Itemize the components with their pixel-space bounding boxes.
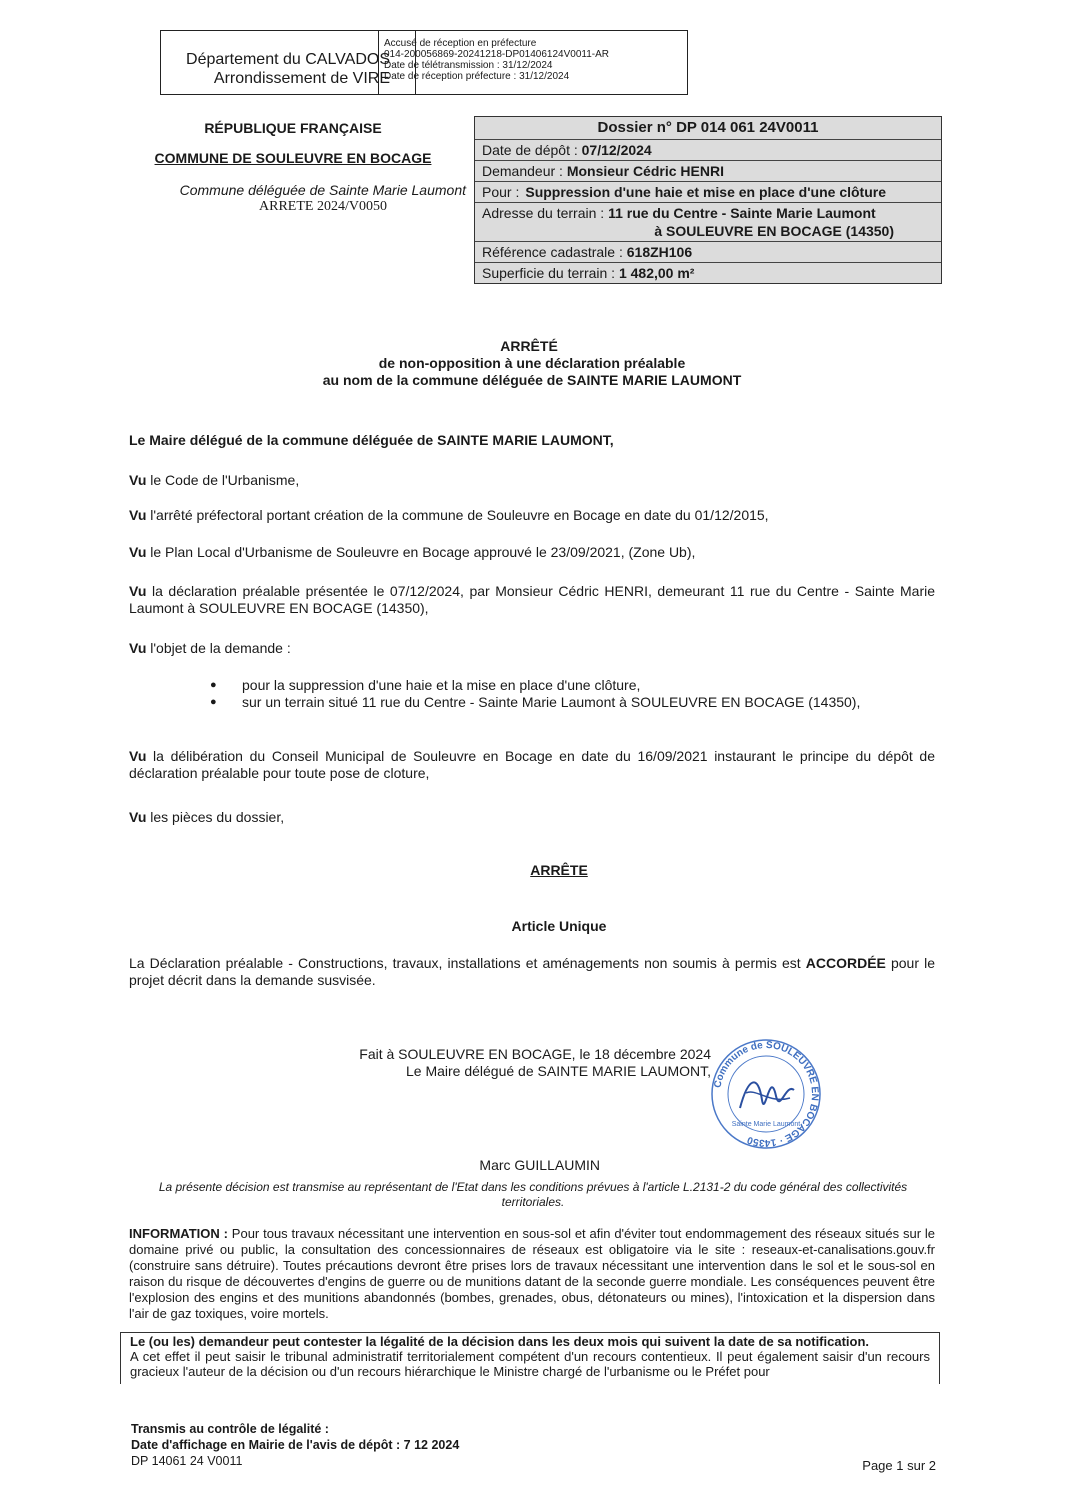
bullet-text: pour la suppression d'une haie et la mise en place d'une clôture, [242, 677, 641, 693]
information-paragraph [129, 1226, 935, 1322]
commune-deleguee: Commune déléguée de Sainte Marie Laumont [179, 182, 466, 198]
recours-overflow-space [129, 1370, 935, 1385]
reference-row [475, 241, 941, 262]
recours-bold: Le (ou les) demandeur peut contester la légalité de la décision dans les deux mois qui suivent la date de sa notification. [130, 1334, 870, 1349]
transmission-note: La présente décision est transmise au représentant de l'Etat dans les conditions prévues à l'article L.2131-2 du code général des collectivités territoriales. [158, 1180, 908, 1209]
demandeur-value: Monsieur Cédric HENRI [566, 163, 724, 179]
title-line-1: ARRÊTÉ [500, 338, 558, 354]
title-line-3: au nom de la commune déléguée de SAINTE MARIE LAUMONT [322, 372, 742, 388]
vu-code-urbanisme: Vu le Code de l'Urbanisme, [129, 472, 300, 488]
adresse-row [475, 202, 941, 241]
document-title [0, 338, 1058, 389]
footer-dossier: DP 14061 24 V0011 [131, 1454, 243, 1468]
accuse-line: Date de réception préfecture : 31/12/2024 [384, 71, 570, 82]
vu-deliberation: Vu la délibération du Conseil Municipal de Souleuvre en Bocage en date du 16/09/2021 instaurant le principe du dépôt de déclaration préalable pour toute pose de cloture, [129, 748, 935, 781]
accuse-line: Date de télétransmission : 31/12/2024 [384, 60, 553, 71]
bullet-icon: ● [210, 679, 217, 691]
pour-row [475, 181, 941, 202]
svg-text:Sainte Marie Laumont: Sainte Marie Laumont [731, 1121, 801, 1128]
date-depot-value: 07/12/2024 [581, 142, 652, 158]
vu-declaration: Vu la déclaration préalable présentée le 07/12/2024, par Monsieur Cédric HENRI, demeurant 11 rue du Centre - Sainte Marie Laumont à SOULEUVRE EN BOCAGE (14350), [129, 583, 936, 616]
dossier-number: Dossier n° DP 014 061 24V0011 [597, 119, 819, 136]
date-depot-label: Date de dépôt : [482, 142, 582, 158]
signatory-name: Marc GUILLAUMIN [479, 1157, 600, 1173]
commune-seal-stamp [710, 1038, 822, 1150]
vu-plu: Vu le Plan Local d'Urbanisme de Souleuvre en Bocage approuvé le 23/09/2021, (Zone Ub), [129, 544, 696, 560]
superficie-value: 1 482,00 m² [618, 265, 695, 281]
accuse-line: 014-200056869-20241218-DP01406124V0011-AR [384, 49, 609, 60]
information-text: Pour tous travaux nécessitant une intervention en sous-sol et afin d'éviter tout endommagement des réseaux situés sur le domaine privé ou public, la consultation des concessionnaires de réseaux est obligatoire via le site : reseaux-et-canalisations.gouv.fr (construire sans détruire). Toutes précautions devront être prises lors de travaux nécessitant une intervention dans le sol et le sous-sol en raison du risque de découvertes d'engins de guerre ou de munitions datant de la seconde guerre mondiale. Les conséquences peuvent être l'explosion des engins et des munitions abandonnés (bombes, grenades, obus, détonateurs ou mines), l'intoxication et la dispersion dans l'air de gaz toxiques, voire mortels. [129, 1226, 935, 1321]
accuse-line: Accusé de réception en préfecture [384, 38, 537, 49]
pour-value: Suppression d'une haie et mise en place d'une clôture [525, 184, 886, 200]
bullet-text: sur un terrain situé 11 rue du Centre - Sainte Marie Laumont à SOULEUVRE EN BOCAGE (14350), [242, 694, 861, 710]
title-line-2: de non-opposition à une déclaration préalable [378, 355, 686, 371]
adresse-value-2: à SOULEUVRE EN BOCAGE (14350) [654, 223, 894, 239]
pour-label: Pour : [482, 184, 520, 200]
accuse-reception [384, 38, 609, 82]
accordee-label: ACCORDÉE [805, 955, 886, 971]
bullet-item [210, 694, 935, 711]
maire-signature-line: Le Maire délégué de SAINTE MARIE LAUMONT, [405, 1063, 711, 1079]
footer-transmis: Transmis au contrôle de légalité : [131, 1422, 329, 1436]
reference-value: 618ZH106 [626, 244, 693, 260]
dossier-table [474, 116, 942, 284]
arrete-reference: ARRETE 2024/V0050 [259, 199, 387, 214]
superficie-row [475, 262, 941, 283]
date-depot-row [475, 139, 941, 160]
department-block [162, 50, 390, 88]
article-heading: Article Unique [511, 918, 607, 934]
vu-objet: Vu l'objet de la demande : [129, 640, 291, 656]
footer-affichage: Date d'affichage en Mairie de l'avis de dépôt : 7 12 2024 [131, 1438, 460, 1452]
bullet-item [210, 677, 935, 694]
bullet-icon: ● [210, 696, 217, 708]
arrete-heading: ARRÊTE [530, 862, 588, 878]
superficie-label: Superficie du terrain : [482, 265, 619, 281]
maire-line: Le Maire délégué de la commune déléguée de SAINTE MARIE LAUMONT, [129, 432, 614, 448]
demandeur-label: Demandeur : [482, 163, 567, 179]
decision-text: La Déclaration préalable - Constructions, travaux, installations et aménagements non soumis à permis est ACCORDÉE pour le projet décrit dans la demande susvisée. [129, 955, 935, 988]
republique-heading: RÉPUBLIQUE FRANÇAISE [204, 120, 382, 136]
page-number: Page 1 sur 2 [862, 1458, 936, 1473]
adresse-label: Adresse du terrain : [482, 205, 609, 221]
demandeur-row [475, 160, 941, 181]
signature-block [300, 1046, 711, 1080]
vu-arrete-prefectoral: Vu l'arrêté préfectoral portant création de la commune de Souleuvre en Bocage en date du 01/12/2015, [129, 507, 769, 523]
recours-text: A cet effet il peut saisir le tribunal administratif territorialement compétent d'un recours contentieux. Il peut également saisir d'un recours gracieux l'auteur de la décision ou d'un recours hiérarchique le Ministre chargé de l'urbanisme ou le Préfet pour [130, 1349, 930, 1379]
department-line: Département du CALVADOS [186, 51, 390, 68]
vu-pieces: Vu les pièces du dossier, [129, 809, 285, 825]
reference-label: Référence cadastrale : [482, 244, 627, 260]
svg-text:Commune de SOULEUVRE EN BOCAGE: Commune de SOULEUVRE EN BOCAGE · 14350 [712, 1039, 821, 1149]
fait-line: Fait à SOULEUVRE EN BOCAGE, le 18 décembre 2024 [359, 1046, 711, 1062]
adresse-value: 11 rue du Centre - Sainte Marie Laumont [608, 205, 876, 221]
issuer-block [120, 118, 466, 215]
commune-heading: COMMUNE DE SOULEUVRE EN BOCAGE [154, 150, 432, 166]
arrondissement-line: Arrondissement de VIRE [213, 70, 390, 87]
information-label: INFORMATION : [129, 1226, 232, 1241]
